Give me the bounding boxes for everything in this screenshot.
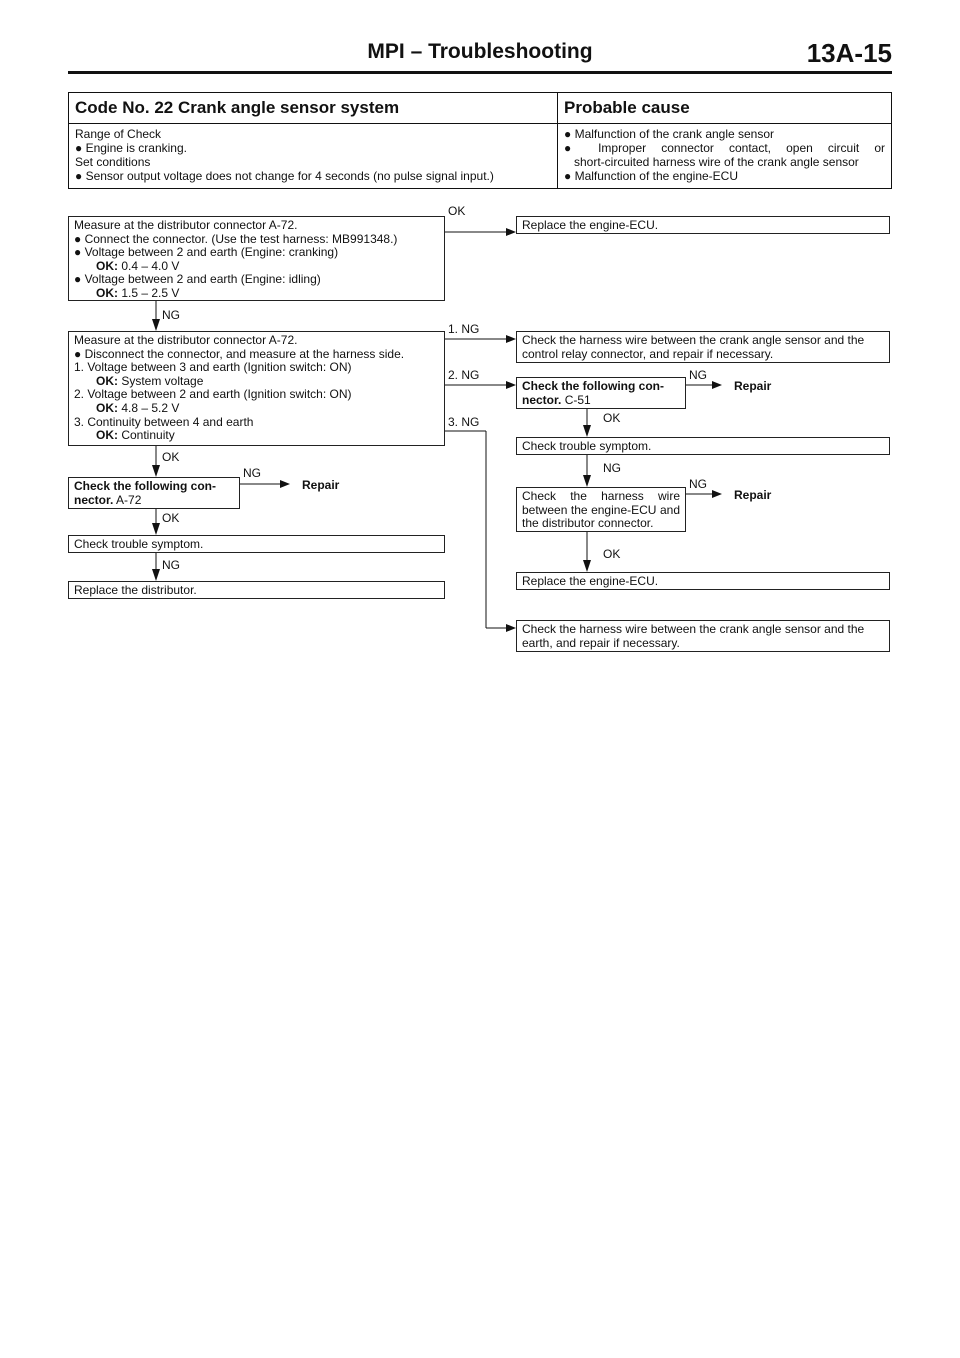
step-title: Measure at the distributor connector A-72. xyxy=(74,218,298,232)
ok-label: OK xyxy=(448,204,466,218)
ok-label: OK xyxy=(603,547,621,561)
ng-label: NG xyxy=(243,466,261,480)
check-connector-c51-box: Check the following con- nector. C-51 xyxy=(516,377,686,409)
ng-3-label: 3. NG xyxy=(448,415,480,429)
ok-spec: OK: 0.4 – 4.0 V xyxy=(96,258,180,273)
replace-ecu-box: Replace the engine-ECU. xyxy=(516,216,890,234)
replace-ecu-box: Replace the engine-ECU. xyxy=(516,572,890,590)
ng-label: NG xyxy=(162,308,180,322)
step-line: ● Connect the connector. (Use the test harness: MB991348.) xyxy=(74,231,398,246)
measure-connected-box xyxy=(68,216,445,301)
set-condition-item: ● Sensor output voltage does not change for 4 seconds (no pulse signal input.) xyxy=(75,169,494,183)
step-line: 3. Continuity between 4 and earth xyxy=(74,414,254,429)
cause-item: ● Malfunction of the crank angle sensor xyxy=(564,127,775,141)
measure-disconnected-box xyxy=(68,331,445,446)
ok-label: OK xyxy=(162,450,180,464)
range-item: ● Engine is cranking. xyxy=(75,141,187,155)
ng-label: NG xyxy=(689,477,707,491)
check-connector-a72-box: Check the following con- nector. A-72 xyxy=(68,477,240,509)
check-trouble-symptom-box: Check trouble symptom. xyxy=(68,535,445,553)
step-line: ● Disconnect the connector, and measure at the harness side. xyxy=(74,346,405,361)
repair-label: Repair xyxy=(302,478,340,492)
cause-item: ● Improper connector contact, open circuit or xyxy=(564,141,885,155)
page-title: MPI – Troubleshooting xyxy=(367,40,593,63)
step-title: Measure at the distributor connector A-72. xyxy=(74,333,298,347)
repair-label: Repair xyxy=(734,488,772,502)
check-harness-relay-box: Check the harness wire between the crank angle sensor and the control relay connector, and repair if necessary. xyxy=(516,331,890,363)
page-number: 13A-15 xyxy=(806,38,892,68)
step-line: 2. Voltage between 2 and earth (Ignition switch: ON) xyxy=(74,387,352,402)
repair-label: Repair xyxy=(734,379,772,393)
ng-label: NG xyxy=(603,461,621,475)
probable-cause-header: Probable cause xyxy=(558,93,892,124)
ng-label: NG xyxy=(689,368,707,382)
ok-label: OK xyxy=(162,511,180,525)
set-conditions-label: Set conditions xyxy=(75,155,151,169)
ok-spec: OK: System voltage xyxy=(96,373,204,388)
cause-item-cont: short-circuited harness wire of the crank angle sensor xyxy=(574,155,859,169)
step-line: ● Voltage between 2 and earth (Engine: idling) xyxy=(74,272,321,287)
ok-spec: OK: 4.8 – 5.2 V xyxy=(96,400,180,415)
ng-label: NG xyxy=(162,558,180,572)
ok-spec: OK: Continuity xyxy=(96,428,175,443)
ok-label: OK xyxy=(603,411,621,425)
ok-spec: OK: 1.5 – 2.5 V xyxy=(96,285,180,300)
ng-2-label: 2. NG xyxy=(448,368,480,382)
range-of-check-label: Range of Check xyxy=(75,127,162,141)
check-harness-earth-box: Check the harness wire between the crank angle sensor and the earth, and repair if necessary. xyxy=(516,620,890,652)
check-harness-ecu-box: Check the harness wire between the engine-ECU and the distributor connector. xyxy=(516,487,686,532)
replace-distributor-box: Replace the distributor. xyxy=(68,581,445,599)
code-header: Code No. 22 Crank angle sensor system xyxy=(69,93,558,124)
step-line: ● Voltage between 2 and earth (Engine: cranking) xyxy=(74,245,339,260)
check-trouble-symptom-box: Check trouble symptom. xyxy=(516,437,890,455)
ng-1-label: 1. NG xyxy=(448,322,480,336)
cause-item: ● Malfunction of the engine-ECU xyxy=(564,169,739,183)
step-line: 1. Voltage between 3 and earth (Ignition switch: ON) xyxy=(74,360,352,375)
